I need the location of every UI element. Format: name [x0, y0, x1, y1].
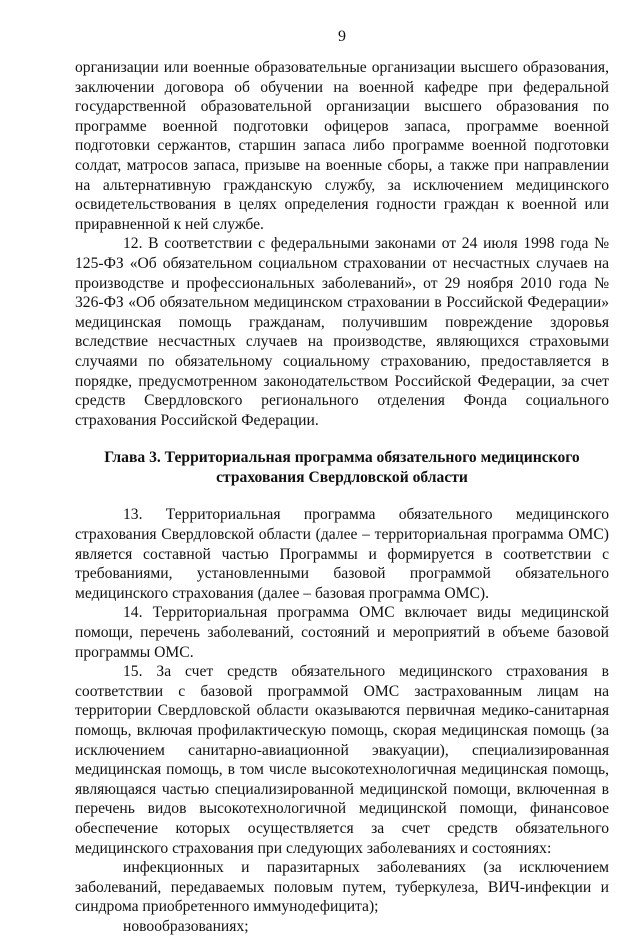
paragraph-13: 13. Территориальная программа обязательного медицинского страхования Свердловской области (далее – территориальная программа ОМС) является составной частью Программы и формируется в соответствии с требованиями, установленными базовой программой обязательного медицинского страхования (далее – базовая программа ОМС). — [75, 506, 609, 602]
paragraph-continuation: организации или военные образовательные организации высшего образования, заключении договора об обучении на военной кафедре при федеральной государственной образовательной организации высшего образования по программе военной подготовки офицеров запаса, программе военной подготовки сержантов, старшин запаса либо программе военной подготовки солдат, матросов запаса, призыве на военные сборы, а также при направлении на альтернативную гражданскую службу, за исключением медицинского освидетельствования в целях определения годности граждан к военной или приравненной к ней службе. — [75, 59, 609, 233]
paragraph-12: 12. В соответствии с федеральными законами от 24 июля 1998 года № 125-ФЗ «Об обязательном социальном страховании от несчастных случаев на производстве и профессиональных заболеваний», от 29 ноября 2010 года № 326-ФЗ «Об обязательном медицинском страховании в Российской Федерации» медицинская помощь гражданам, получившим повреждение здоровья вследствие несчастных случаев на производстве, являющихся страховыми случаями по обязательному социальному страхованию, предоставляется в порядке, предусмотренном законодательством Российской Федерации, за счет средств Свердловского регионального отделения Фонда социального страхования Российской Федерации. — [75, 235, 609, 429]
list-item-neoplasms: новообразованиях; — [123, 917, 249, 935]
paragraph-14: 14. Территориальная программа ОМС включает виды медицинской помощи, перечень заболеваний, состояний и мероприятий в объеме базовой программы ОМС. — [75, 604, 609, 661]
document-page — [75, 28, 609, 937]
page-number: 9 — [338, 28, 346, 45]
chapter-title: Глава 3. Территориальная программа обязательного медицинского страхования Свердловской области — [104, 449, 580, 486]
paragraph-15: 15. За счет средств обязательного медицинского страхования в соответствии с базовой программой ОМС застрахованным лицам на территории Свердловской области оказываются первичная медико-санитарная помощь, включая профилактическую помощь, скорая медицинская помощь (за исключением санитарно-авиационной эвакуации), специализированная медицинская помощь, в том числе высокотехнологичная медицинская помощь, являющаяся частью специализированной медицинской помощи, включенная в перечень видов высокотехнологичной медицинской помощи, финансовое обеспечение которых осуществляется за счет средств обязательного медицинского страхования при следующих заболеваниях и состояниях: — [75, 663, 609, 857]
list-item-infectious-diseases: инфекционных и паразитарных заболеваниях (за исключением заболеваний, передаваемых половым путем, туберкулеза, ВИЧ-инфекции и синдрома приобретенного иммунодефицита); — [75, 859, 609, 916]
